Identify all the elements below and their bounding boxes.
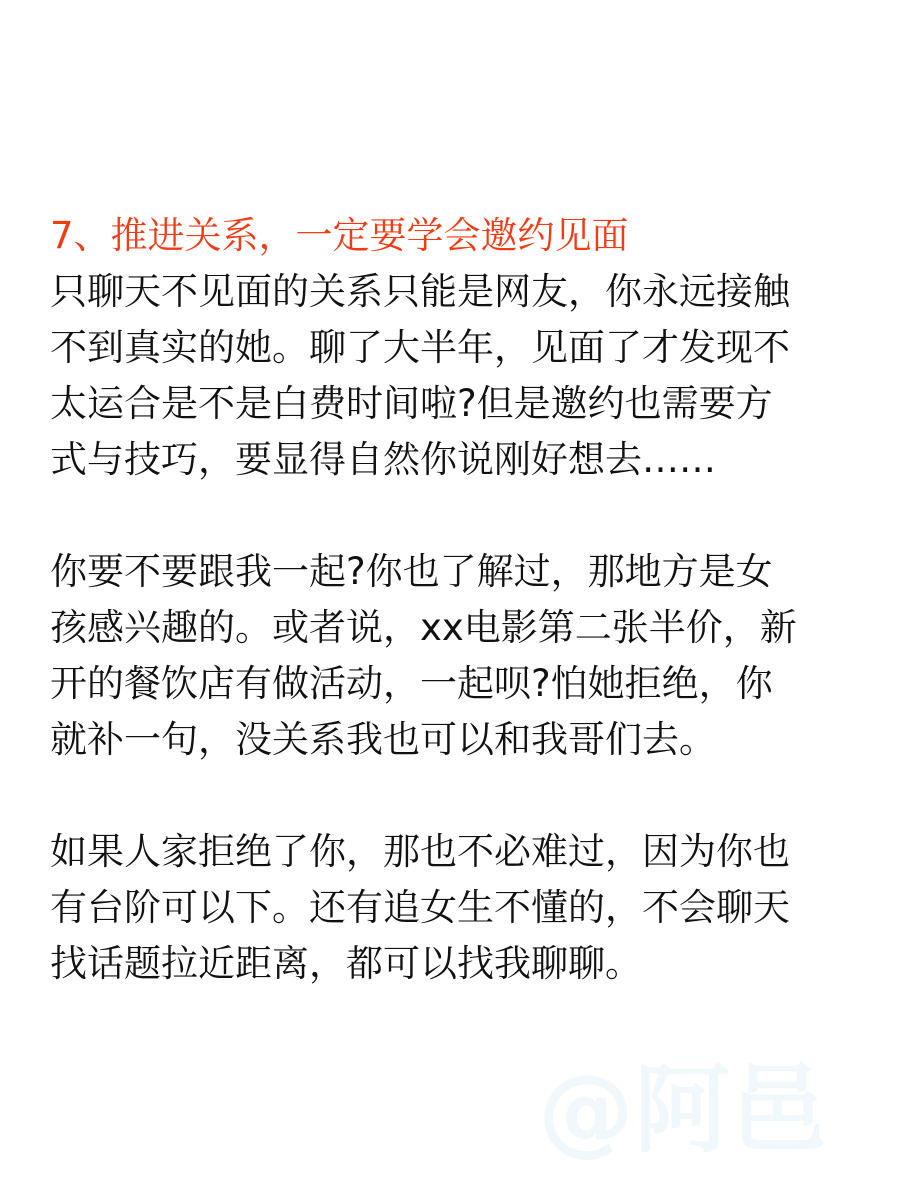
text-line: 找话题拉近距离，都可以找我聊聊。 [50,942,642,985]
text-line: 不到真实的她。聊了大半年，见面了才发现不 [50,326,790,369]
text-line: 只聊天不见面的关系只能是网友，你永远接触 [50,270,790,313]
article [50,208,850,992]
text-line: 就补一句，没关系我也可以和我哥们去。 [50,718,716,761]
text-line: 你要不要跟我一起?你也了解过，那地方是女 [50,550,773,593]
paragraph-1 [50,264,850,488]
text-line: 太运合是不是白费时间啦?但是邀约也需要方 [50,382,773,425]
text-line: 开的餐饮店有做活动，一起呗?怕她拒绝，你 [50,662,773,705]
text-line: 有台阶可以下。还有追女生不懂的，不会聊天 [50,886,790,929]
text-line: 孩感兴趣的。或者说，xx电影第二张半价，新 [50,606,797,649]
section-heading: 7、推进关系，一定要学会邀约见面 [50,214,629,257]
paragraph-3 [50,824,850,992]
text-line: 式与技巧，要显得自然你说刚好想去…… [50,438,716,481]
text-line: 如果人家拒绝了你，那也不必难过，因为你也 [50,830,790,873]
watermark: @阿邑 [538,1054,826,1166]
paragraph-2 [50,544,850,768]
